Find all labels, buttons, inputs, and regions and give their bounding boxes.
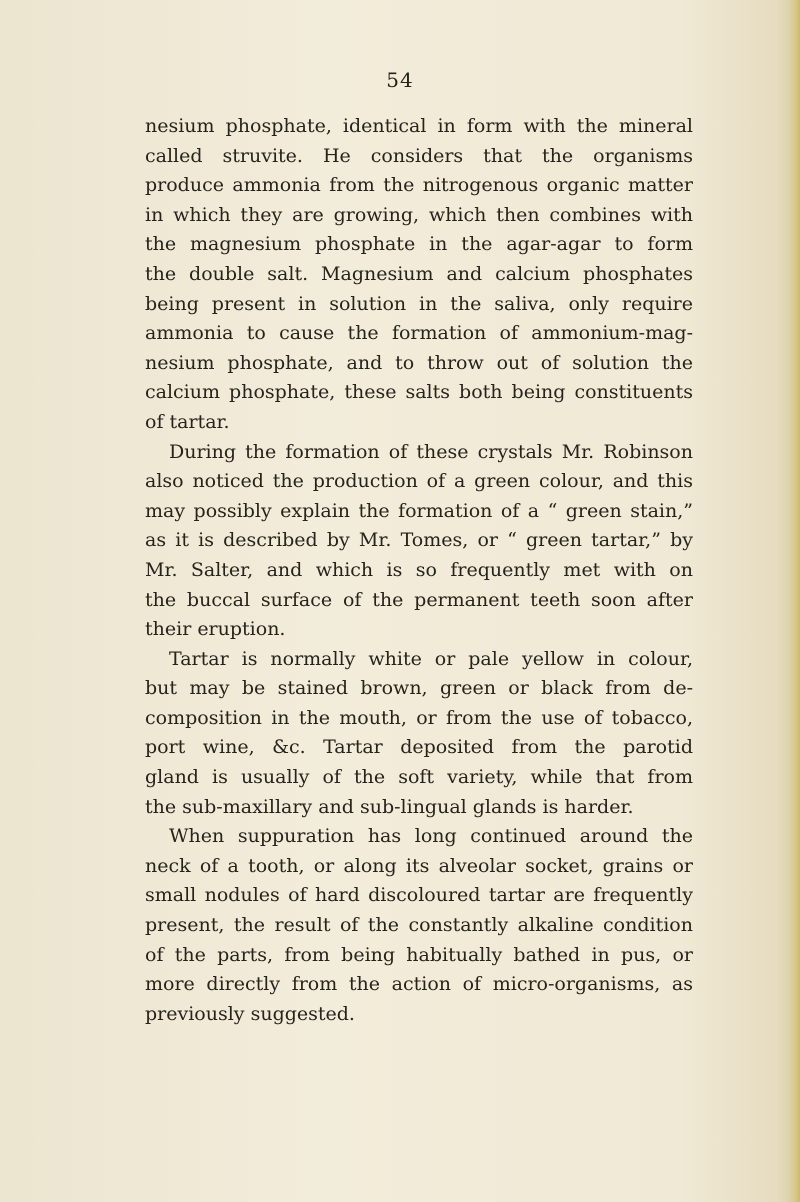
text-line: port wine, &c. Tartar deposited from the parotid	[145, 736, 693, 759]
text-line: present, the result of the constantly alkaline condition	[145, 914, 693, 937]
text-line: also noticed the production of a green colour, and this	[145, 470, 693, 493]
text-line: being present in solution in the saliva, only require	[145, 292, 693, 315]
text-line: nesium phosphate, and to throw out of solution the	[145, 351, 693, 374]
text-line: neck of a tooth, or along its alveolar socket, grains or	[145, 854, 693, 877]
text-line: may possibly explain the formation of a “ green stain,”	[145, 499, 693, 522]
text-line: ammonia to cause the formation of ammonium-mag-	[145, 322, 693, 345]
text-line: Tartar is normally white or pale yellow in colour,	[169, 647, 693, 670]
text-line: When suppuration has long continued around the	[169, 825, 693, 848]
text-line: small nodules of hard discoloured tartar are frequently	[145, 884, 693, 907]
text-line: gland is usually of the soft variety, while that from	[145, 766, 693, 789]
text-line: more directly from the action of micro-organisms, as	[145, 973, 693, 996]
text-line: called struvite. He considers that the organisms	[145, 144, 693, 167]
body-text	[145, 112, 693, 1029]
text-line: composition in the mouth, or from the use of tobacco,	[145, 706, 693, 729]
page-number: 54	[386, 68, 414, 92]
text-line: their eruption.	[145, 618, 286, 641]
text-line: but may be stained brown, green or black from de-	[145, 677, 693, 700]
text-line: produce ammonia from the nitrogenous organic matter	[145, 174, 693, 197]
text-line: of tartar.	[145, 410, 230, 433]
text-line: the magnesium phosphate in the agar-agar to form	[145, 233, 693, 256]
text-line: the sub-maxillary and sub-lingual glands is harder.	[145, 795, 634, 818]
text-line: previously suggested.	[145, 1002, 355, 1025]
text-line: nesium phosphate, identical in form with the mineral	[145, 115, 693, 137]
text-line: During the formation of these crystals Mr. Robinson	[169, 440, 693, 463]
text-line: the double salt. Magnesium and calcium phosphates	[145, 262, 693, 285]
page-edge-stain	[788, 0, 800, 1202]
text-line: in which they are growing, which then combines with	[145, 203, 693, 226]
text-line: as it is described by Mr. Tomes, or “ green tartar,” by	[145, 529, 693, 552]
text-line: calcium phosphate, these salts both being constituents	[145, 381, 693, 404]
text-line: of the parts, from being habitually bathed in pus, or	[145, 943, 693, 966]
text-line: the buccal surface of the permanent teeth soon after	[145, 588, 693, 611]
text-line: Mr. Salter, and which is so frequently met with on	[145, 558, 693, 581]
